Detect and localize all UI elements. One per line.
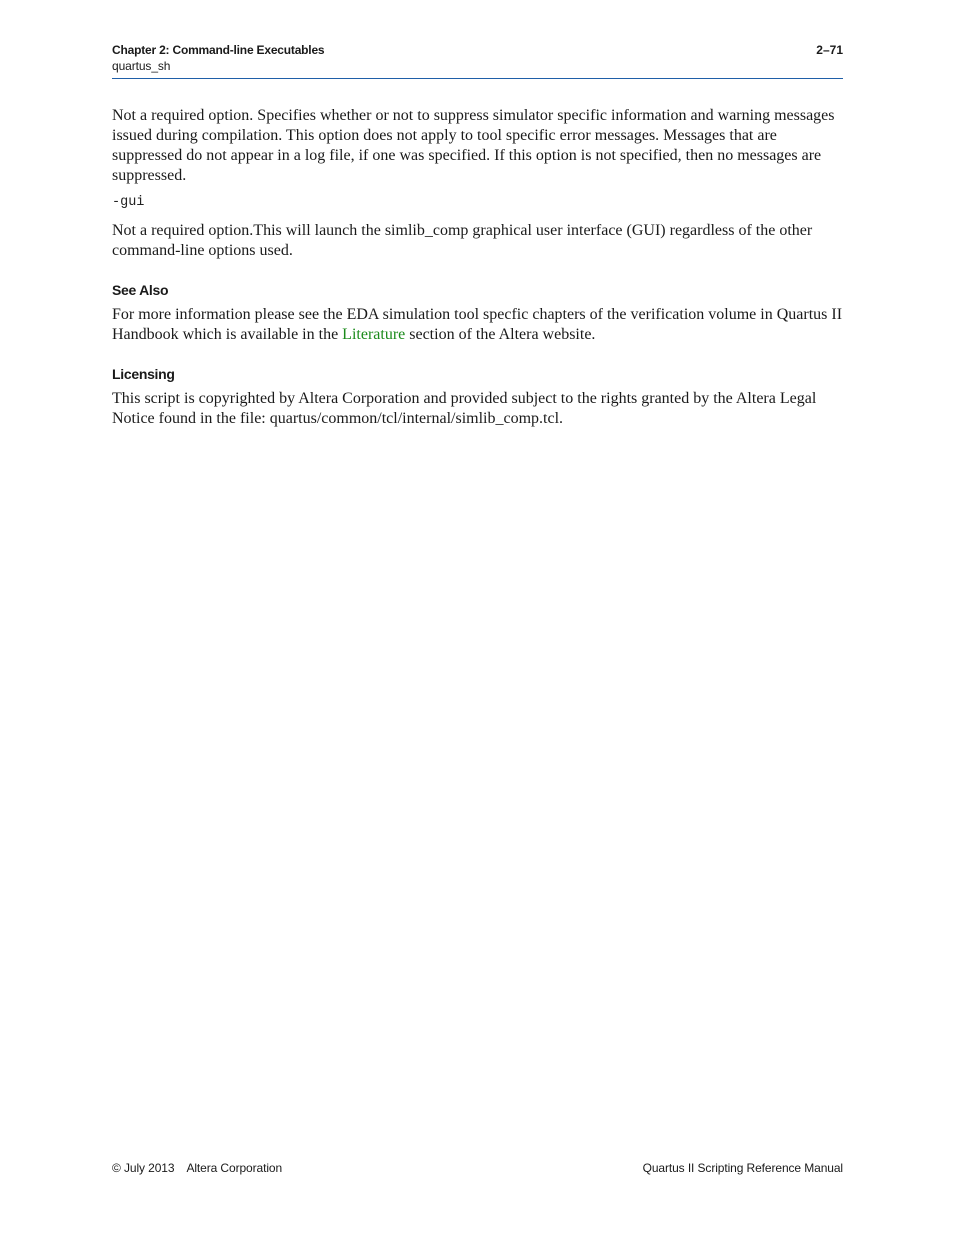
see-also-heading: See Also	[112, 282, 169, 298]
section-name: quartus_sh	[112, 59, 171, 73]
licensing-text: This script is copyrighted by Altera Corporation and provided subject to the rights granted by the Altera Legal Notice found in the file: quartus/common/tcl/internal/simlib_comp.tcl.	[112, 390, 817, 427]
manual-title: Quartus II Scripting Reference Manual	[642, 1161, 843, 1175]
footer-left	[112, 1161, 282, 1175]
gui-option-name: -gui	[112, 195, 145, 210]
see-also-text	[112, 305, 843, 345]
copyright-date: © July 2013	[112, 1161, 175, 1175]
suppress-option-description: Not a required option. Specifies whether or not to suppress simulator specific information and warning messages issued during compilation. This option does not apply to tool specific error messages. Messages that are suppressed do not appear in a log file, if one was specified. If this option is not specified, then no messages are suppressed.	[112, 107, 835, 184]
chapter-title: Chapter 2: Command-line Executables	[112, 43, 325, 57]
page-header	[112, 42, 843, 79]
licensing-heading: Licensing	[112, 366, 175, 382]
see-also-text-before: For more information please see the EDA simulation tool specfic chapters of the verification volume in Quartus II Handbook which is available in the	[112, 306, 843, 343]
page-content	[112, 106, 843, 437]
see-also-text-after: section of the Altera website.	[405, 326, 596, 343]
company-name: Altera Corporation	[186, 1161, 283, 1175]
literature-link[interactable]: Literature	[342, 326, 406, 343]
gui-option-description: Not a required option.This will launch the simlib_comp graphical user interface (GUI) regardless of the other command-line options used.	[112, 222, 813, 259]
page-number: 2–71	[816, 43, 843, 57]
